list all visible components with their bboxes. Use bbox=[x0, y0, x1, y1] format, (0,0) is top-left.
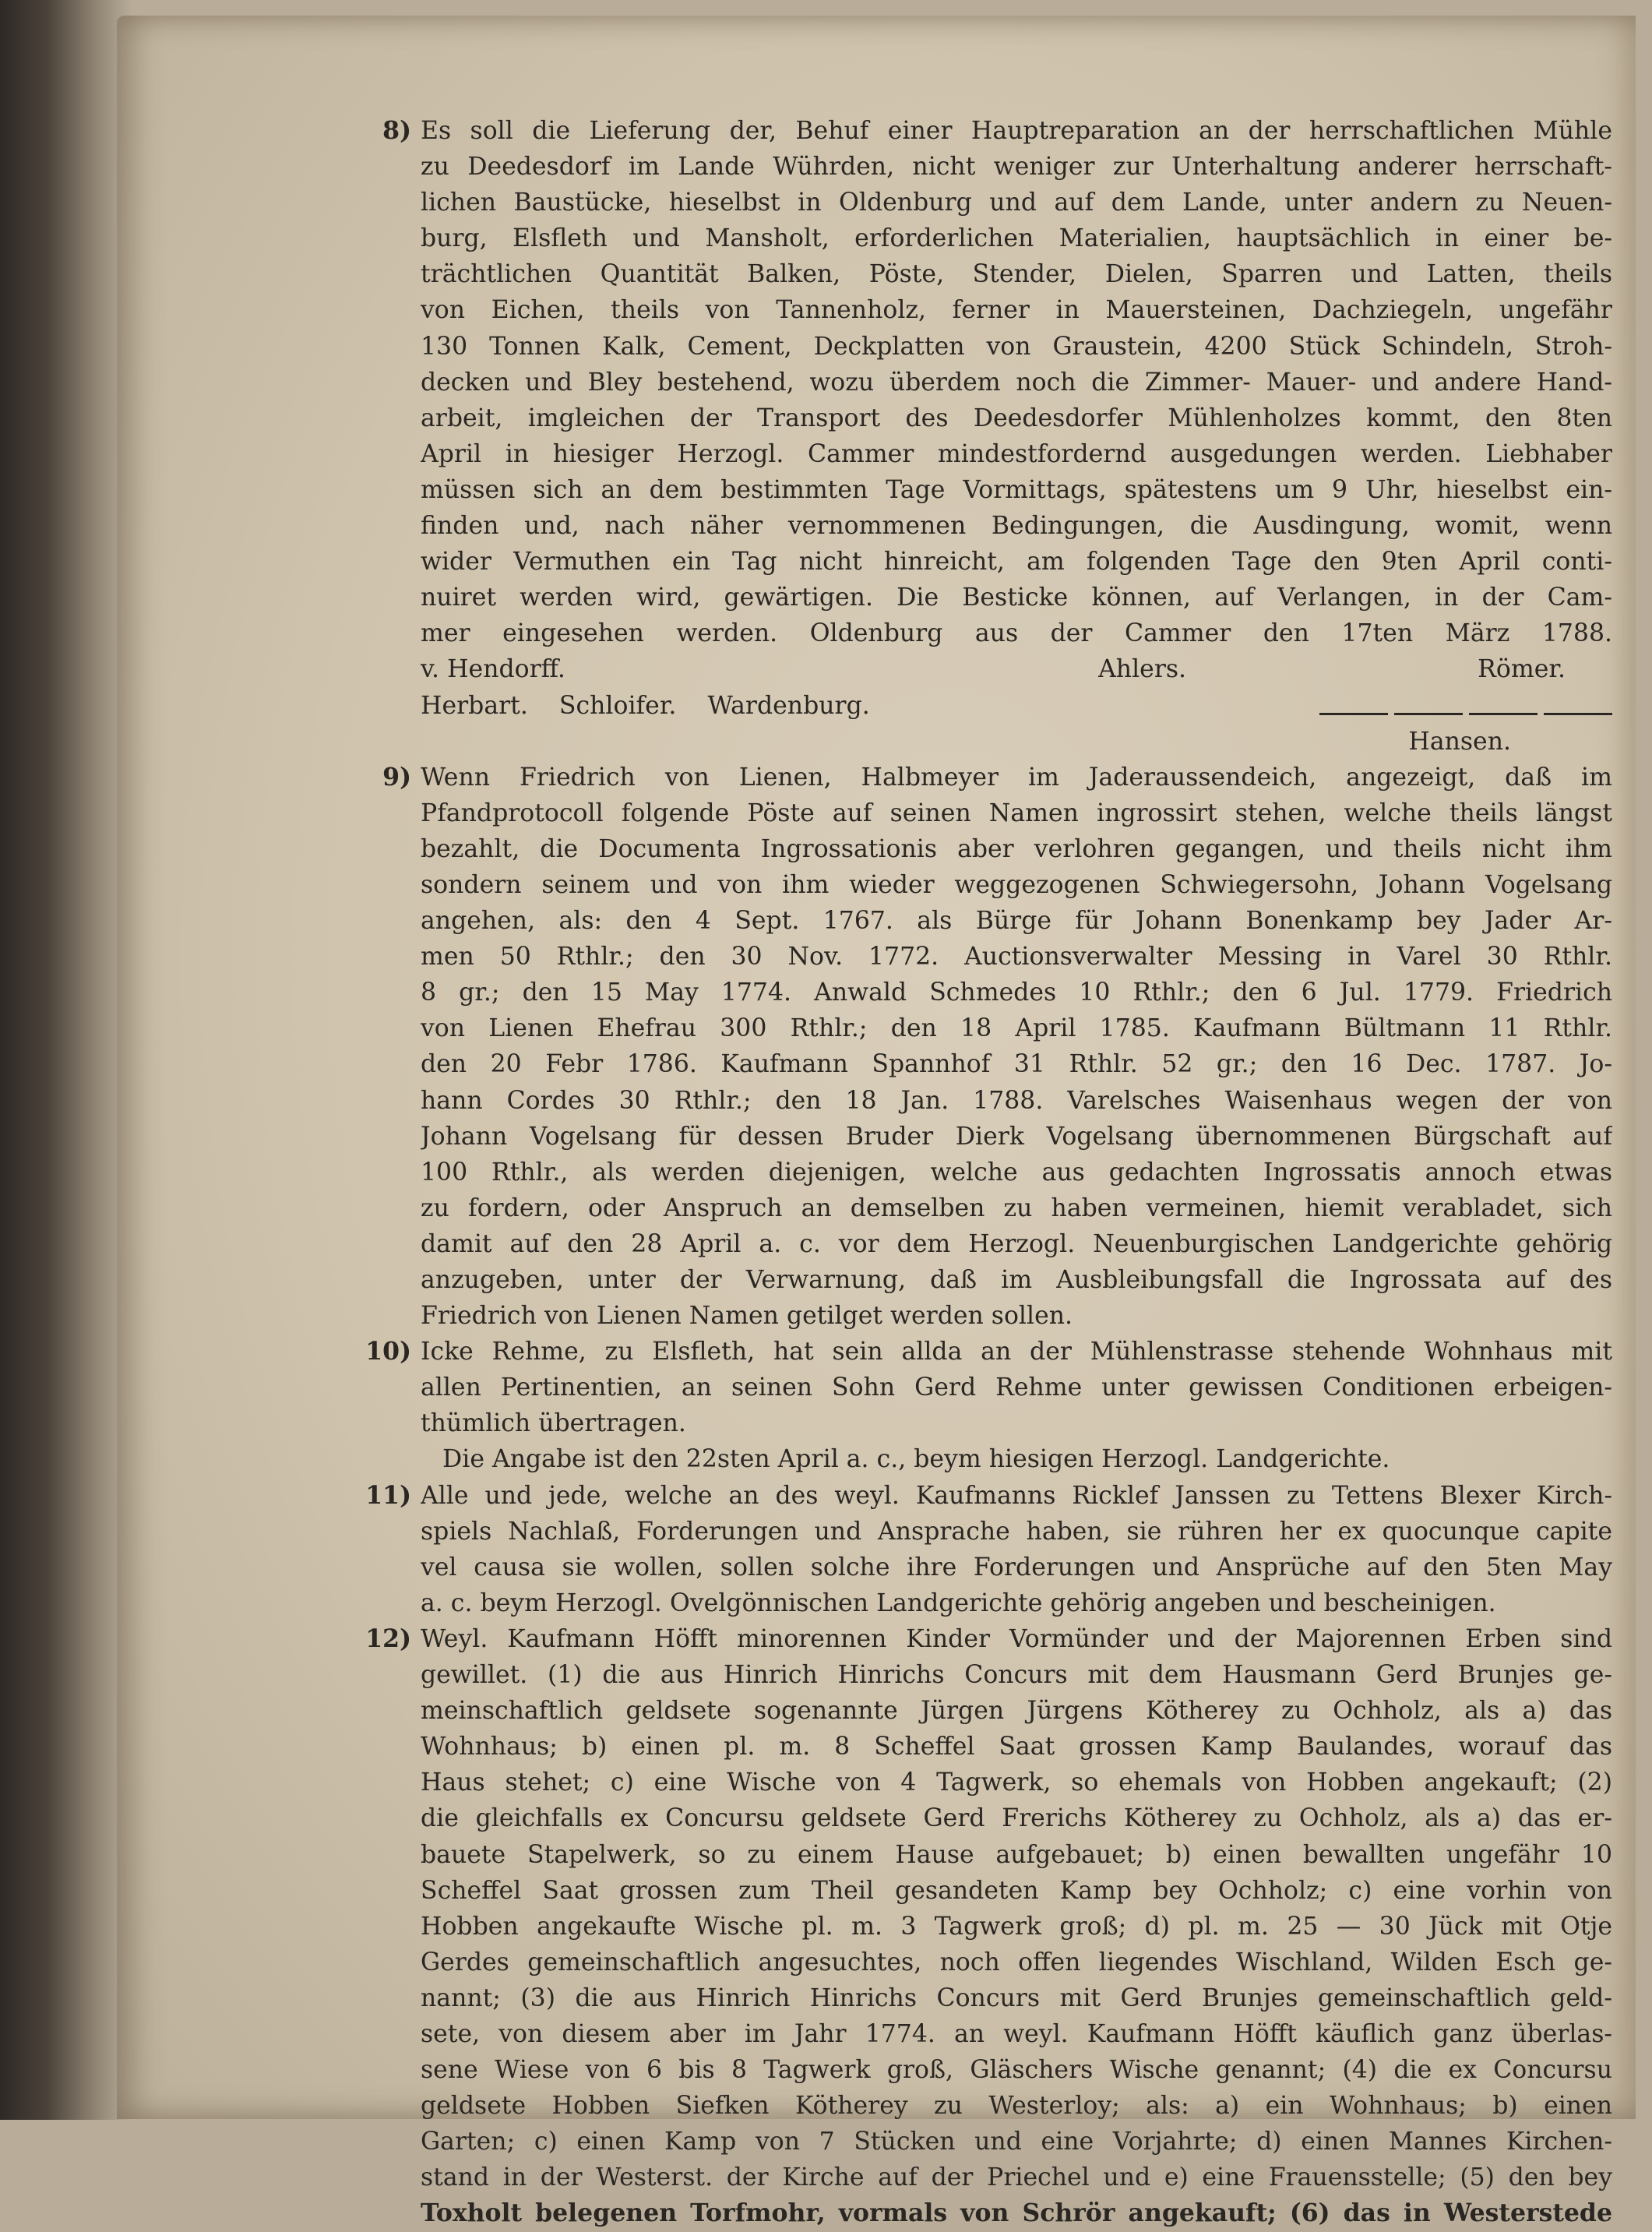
text-line: 8 gr.; den 15 May 1774. Anwald Schmedes 10 Rthlr.; den 6 Jul. 1779. Friedrich bbox=[421, 978, 1612, 1007]
text-line: meinschaftlich geldsete sogenannte Jürgen Jürgens Kötherey zu Ochholz, als a) das bbox=[421, 1697, 1612, 1726]
text-line: allen Pertinentien, an seinen Sohn Gerd Rehme unter gewissen Conditionen erbeigen- bbox=[421, 1373, 1612, 1402]
text-line: müssen sich an dem bestimmten Tage Vormittags, spätestens um 9 Uhr, hieselbst ein- bbox=[421, 475, 1612, 504]
rule-line bbox=[1469, 713, 1538, 715]
entry-number: 9) bbox=[382, 762, 411, 792]
text-line: thümlich übertragen. bbox=[421, 1409, 686, 1438]
signature-group bbox=[421, 688, 870, 724]
text-line: 100 Rthlr., als werden diejenigen, welche aus gedachten Ingrossatis annoch etwas bbox=[421, 1158, 1612, 1187]
signature-rules bbox=[1319, 705, 1612, 724]
entry-10 bbox=[365, 1334, 1612, 1477]
text-line: decken und Bley bestehend, wozu überdem noch die Zimmer- Mauer- und andere Hand- bbox=[421, 368, 1612, 397]
text-line: trächtlichen Quantität Balken, Pöste, Stender, Dielen, Sparren und Latten, theils bbox=[421, 260, 1612, 289]
entry-9 bbox=[382, 760, 1612, 1335]
text-line: finden und, nach näher vernommenen Bedingungen, die Ausdingung, womit, wenn bbox=[421, 512, 1612, 541]
page-text bbox=[365, 113, 1612, 2232]
text-line: Icke Rehme, zu Elsfleth, hat sein allda an der Mühlenstrasse stehende Wohnhaus mit bbox=[421, 1338, 1612, 1366]
text-line: wider Vermuthen ein Tag nicht hinreicht, am folgenden Tage den 9ten April conti- bbox=[421, 548, 1612, 577]
text-line: hann Cordes 30 Rthlr.; den 18 Jan. 1788. Varelsches Waisenhaus wegen der von bbox=[421, 1086, 1612, 1115]
text-line: arbeit, imgleichen der Transport des Deedesdorfer Mühlenholzes kommt, den 8ten bbox=[421, 404, 1612, 432]
text-line: a. c. beym Herzogl. Ovelgönnischen Landgerichte gehörig angeben und bescheinigen. bbox=[421, 1588, 1496, 1617]
text-line: sete, von diesem aber im Jahr 1774. an weyl. Kaufmann Höfft käuflich ganz überlas- bbox=[421, 2019, 1612, 2048]
signature: Ahlers. bbox=[1098, 655, 1187, 684]
signature-row-2 bbox=[421, 688, 1612, 724]
entry-8 bbox=[382, 113, 1612, 760]
text-line: 130 Tonnen Kalk, Cement, Deckplatten von Graustein, 4200 Stück Schindeln, Stroh- bbox=[421, 332, 1612, 361]
text-line: damit auf den 28 April a. c. vor dem Herzogl. Neuenburgischen Landgerichte gehörig bbox=[421, 1229, 1612, 1258]
text-line: die gleichfalls ex Concursu geldsete Gerd Frerichs Kötherey zu Ochholz, als a) das er- bbox=[421, 1804, 1612, 1833]
text-line: nuiret werden wird, gewärtigen. Die Besticke können, auf Verlangen, in der Cam- bbox=[421, 584, 1612, 612]
text-line: anzugeben, unter der Verwarnung, daß im Ausbleibungsfall die Ingrossata auf des bbox=[421, 1266, 1612, 1294]
text-line: mer eingesehen werden. Oldenburg aus der Cammer den 17ten März 1788. bbox=[421, 619, 1612, 648]
text-line: bezahlt, die Documenta Ingrossationis aber verlohren gegangen, und theils nicht ihm bbox=[421, 834, 1612, 863]
document-page bbox=[117, 16, 1636, 2228]
text-line: Weyl. Kaufmann Höfft minorennen Kinder Vormünder und der Majorennen Erben sind bbox=[421, 1624, 1612, 1653]
text-line: Wenn Friedrich von Lienen, Halbmeyer im Jaderaussendeich, angezeigt, daß im bbox=[421, 763, 1612, 792]
text-line: Hobben angekaufte Wische pl. m. 3 Tagwerk groß; d) pl. m. 25 — 30 Jück mit Otje bbox=[421, 1912, 1612, 1941]
text-line: Wohnhaus; b) einen pl. m. 8 Scheffel Saat grossen Kamp Baulandes, worauf das bbox=[421, 1733, 1612, 1761]
text-line: angehen, als: den 4 Sept. 1767. als Bürge für Johann Bonenkamp bey Jader Ar- bbox=[421, 907, 1612, 936]
text-line: bauete Stapelwerk, so zu einem Hause aufgebauet; b) einen bewallten ungefähr 10 bbox=[421, 1840, 1612, 1869]
text-line: Friedrich von Lienen Namen getilget werden sollen. bbox=[421, 1302, 1073, 1331]
text-line: Pfandprotocoll folgende Pöste auf seinen Namen ingrossirt stehen, welche theils längst bbox=[421, 799, 1612, 827]
entry-12 bbox=[365, 1621, 1612, 2232]
text-line: spiels Nachlaß, Forderungen und Ansprache haben, sie rühren her ex quocunque capite bbox=[421, 1517, 1612, 1546]
signature-row-1 bbox=[421, 651, 1612, 687]
text-line: vel causa sie wollen, sollen solche ihre Forderungen und Ansprüche auf den 5ten May bbox=[421, 1553, 1612, 1581]
text-line: gewillet. (1) die aus Hinrich Hinrichs Concurs mit dem Hausmann Gerd Brunjes ge- bbox=[421, 1661, 1612, 1690]
entry-11 bbox=[365, 1478, 1612, 1621]
entry-number: 12) bbox=[365, 1624, 411, 1653]
signature-last: Hansen. bbox=[1408, 727, 1511, 756]
rule-line bbox=[1394, 713, 1463, 715]
text-line: nannt; (3) die aus Hinrich Hinrichs Concurs mit Gerd Brunjes gemeinschaftlich geld- bbox=[421, 1983, 1612, 2012]
text-line: stand in der Westerst. der Kirche auf der Priechel und e) eine Frauensstelle; (5) den bey bbox=[421, 2163, 1612, 2192]
signature: Wardenburg. bbox=[707, 691, 870, 720]
signature: Römer. bbox=[1478, 655, 1566, 684]
text-line: Alle und jede, welche an des weyl. Kaufmanns Ricklef Janssen zu Tettens Blexer Kirch- bbox=[421, 1481, 1612, 1510]
text-line: April in hiesiger Herzogl. Cammer mindestfordernd ausgedungen werden. Liebhaber bbox=[421, 439, 1612, 468]
text-line: men 50 Rthlr.; den 30 Nov. 1772. Auctionsverwalter Messing in Varel 30 Rthlr. bbox=[421, 943, 1612, 971]
text-line: von Eichen, theils von Tannenholz, ferner in Mauersteinen, Dachziegeln, ungefähr bbox=[421, 296, 1612, 325]
text-line: Garten; c) einen Kamp von 7 Stücken und eine Vorjahrte; d) einen Mannes Kirchen- bbox=[421, 2128, 1612, 2156]
text-line: den 20 Febr 1786. Kaufmann Spannhof 31 Rthlr. 52 gr.; den 16 Dec. 1787. Jo- bbox=[421, 1050, 1612, 1079]
signature: v. Hendorff. bbox=[421, 655, 565, 684]
text-line: Haus stehet; c) eine Wische von 4 Tagwerk, so ehemals von Hobben angekauft; (2) bbox=[421, 1768, 1612, 1797]
text-line: von Lienen Ehefrau 300 Rthlr.; den 18 April 1785. Kaufmann Bültmann 11 Rthlr. bbox=[421, 1014, 1612, 1043]
rule-line bbox=[1544, 713, 1612, 715]
rule-line bbox=[1319, 713, 1388, 715]
entry-note: Die Angabe ist den 22sten April a. c., beym hiesigen Herzogl. Landgerichte. bbox=[442, 1445, 1390, 1474]
text-line: lichen Baustücke, hieselbst in Oldenburg und auf dem Lande, unter andern zu Neuen- bbox=[421, 189, 1612, 217]
entry-number: 11) bbox=[365, 1480, 411, 1510]
entry-number: 8) bbox=[382, 116, 411, 145]
signature: Schloifer. bbox=[558, 691, 677, 720]
text-line: sondern seinem und von ihm wieder weggezogenen Schwiegersohn, Johann Vogelsang bbox=[421, 870, 1612, 899]
text-line: Scheffel Saat grossen zum Theil gesandeten Kamp bey Ochholz; c) eine vorhin von bbox=[421, 1876, 1612, 1905]
text-line: burg, Elsfleth und Mansholt, erforderlichen Materialien, hauptsächlich in einer be- bbox=[421, 224, 1612, 253]
text-line: Gerdes gemeinschaftlich angesuchtes, noch offen liegendes Wischland, Wilden Esch ge- bbox=[421, 1948, 1612, 1976]
text-line: Toxholt belegenen Torfmohr, vormals von Schrör angekauft; (6) das in Westerstede bbox=[421, 2199, 1612, 2228]
text-line: zu Deedesdorf im Lande Wührden, nicht weniger zur Unterhaltung anderer herrschaft- bbox=[421, 153, 1612, 182]
entry-number: 10) bbox=[365, 1337, 411, 1366]
text-line: sene Wiese von 6 bis 8 Tagwerk groß, Gläschers Wische genannt; (4) die ex Concursu bbox=[421, 2056, 1612, 2085]
signature: Herbart. bbox=[421, 691, 528, 720]
text-line: geldsete Hobben Siefken Kötherey zu Westerloy; als: a) ein Wohnhaus; b) einen bbox=[421, 2092, 1612, 2121]
text-line: Es soll die Lieferung der, Behuf einer Hauptreparation an der herrschaftlichen Mühle bbox=[421, 117, 1612, 145]
text-line: zu fordern, oder Anspruch an demselben zu haben vermeinen, hiemit verabladet, sich bbox=[421, 1194, 1612, 1222]
text-line: Johann Vogelsang für dessen Bruder Dierk Vogelsang übernommenen Bürgschaft auf bbox=[421, 1122, 1612, 1151]
